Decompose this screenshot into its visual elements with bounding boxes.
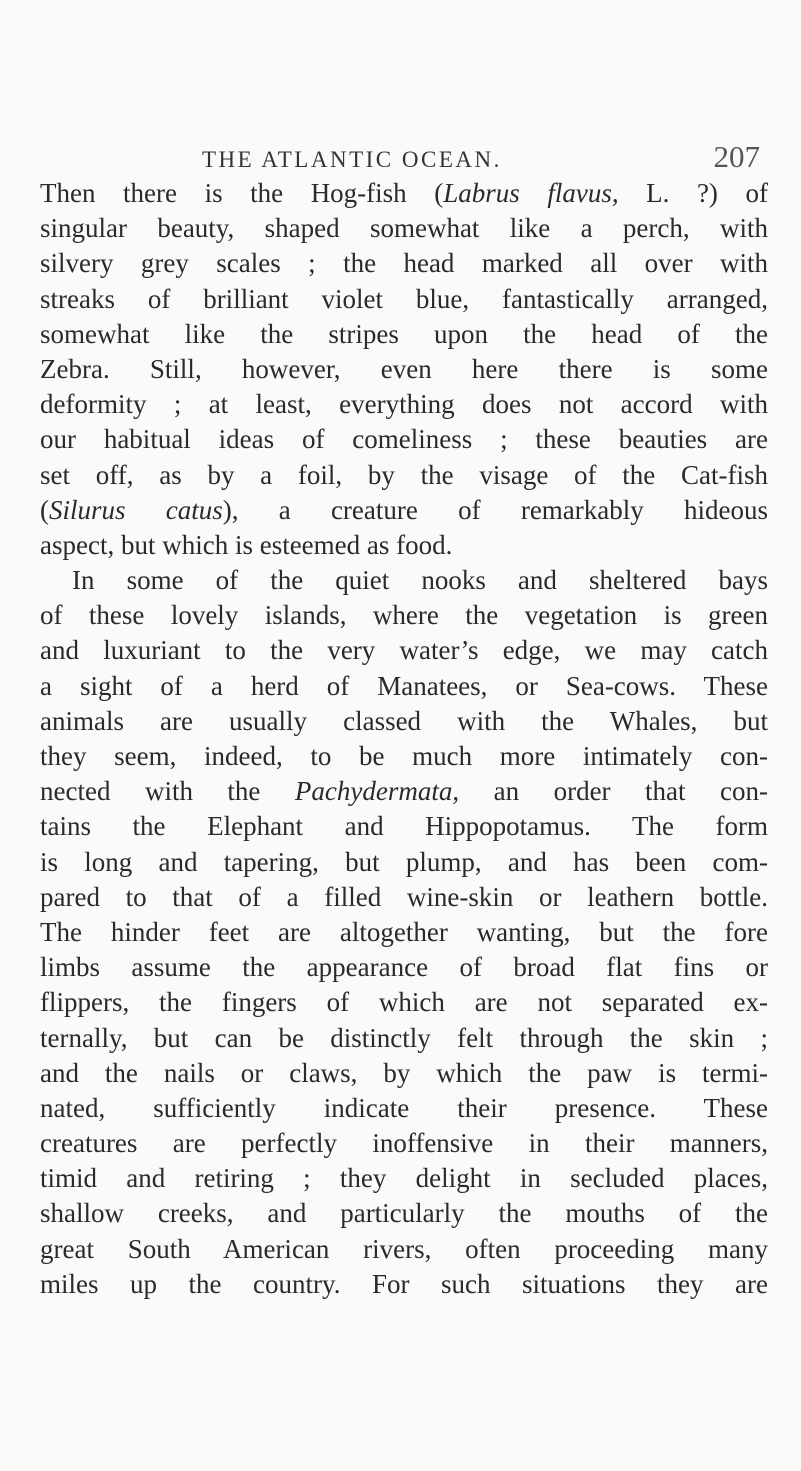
text-line: miles up the country. For such situations they are xyxy=(40,1268,768,1299)
text-line: (Silurus catus), a creature of remarkably hideous xyxy=(40,494,768,525)
text-line: great South American rivers, often proceeding many xyxy=(40,1233,768,1264)
body-text xyxy=(40,176,768,1302)
page-number: 207 xyxy=(713,139,760,174)
text-line: is long and tapering, but plump, and has been com- xyxy=(40,846,768,877)
text-line: limbs assume the appearance of broad flat fins or xyxy=(40,952,768,983)
text-line: and the nails or claws, by which the paw is termi- xyxy=(40,1057,768,1088)
text-line: set off, as by a foil, by the visage of the Cat-fish xyxy=(40,459,768,490)
text-line: a sight of a herd of Manatees, or Sea-cows. These xyxy=(40,670,768,701)
running-title: THE ATLANTIC OCEAN. xyxy=(202,147,502,172)
text-line: In some of the quiet nooks and sheltered bays xyxy=(72,565,768,596)
text-line: Then there is the Hog-fish (Labrus flavus, L. ?) of xyxy=(40,178,768,208)
text-line: deformity ; at least, everything does not accord with xyxy=(40,389,768,420)
text-line: tains the Elephant and Hippopotamus. The form xyxy=(40,811,768,842)
text-line: creatures are perfectly inoffensive in their manners, xyxy=(40,1128,768,1159)
text-line: animals are usually classed with the Whales, but xyxy=(40,705,768,736)
text-line: of these lovely islands, where the vegetation is green xyxy=(40,600,768,631)
text-line: shallow creeks, and particularly the mouths of the xyxy=(40,1198,768,1229)
text-line: somewhat like the stripes upon the head of the xyxy=(40,318,768,349)
text-line: pared to that of a filled wine-skin or leathern bottle. xyxy=(40,881,768,912)
text-line: they seem, indeed, to be much more intimately con- xyxy=(40,741,768,771)
text-line: nected with the Pachydermata, an order that con- xyxy=(40,776,768,807)
text-line: and luxuriant to the very water’s edge, we may catch xyxy=(40,635,768,666)
text-line: singular beauty, shaped somewhat like a perch, with xyxy=(40,213,768,244)
text-line: aspect, but which is esteemed as food. xyxy=(40,529,453,560)
text-line: nated, sufficiently indicate their presence. These xyxy=(40,1092,768,1123)
text-line: streaks of brilliant violet blue, fantastically arranged, xyxy=(40,283,768,314)
text-line: silvery grey scales ; the head marked all over with xyxy=(40,248,768,279)
text-line: ternally, but can be distinctly felt through the skin ; xyxy=(40,1022,768,1053)
text-line: timid and retiring ; they delight in secluded places, xyxy=(40,1163,768,1194)
text-line: our habitual ideas of comeliness ; these beauties are xyxy=(40,424,768,455)
text-line: flippers, the fingers of which are not separated ex- xyxy=(40,987,768,1018)
text-line: The hinder feet are altogether wanting, but the fore xyxy=(40,916,768,947)
text-line: Zebra. Still, however, even here there is some xyxy=(40,353,768,384)
